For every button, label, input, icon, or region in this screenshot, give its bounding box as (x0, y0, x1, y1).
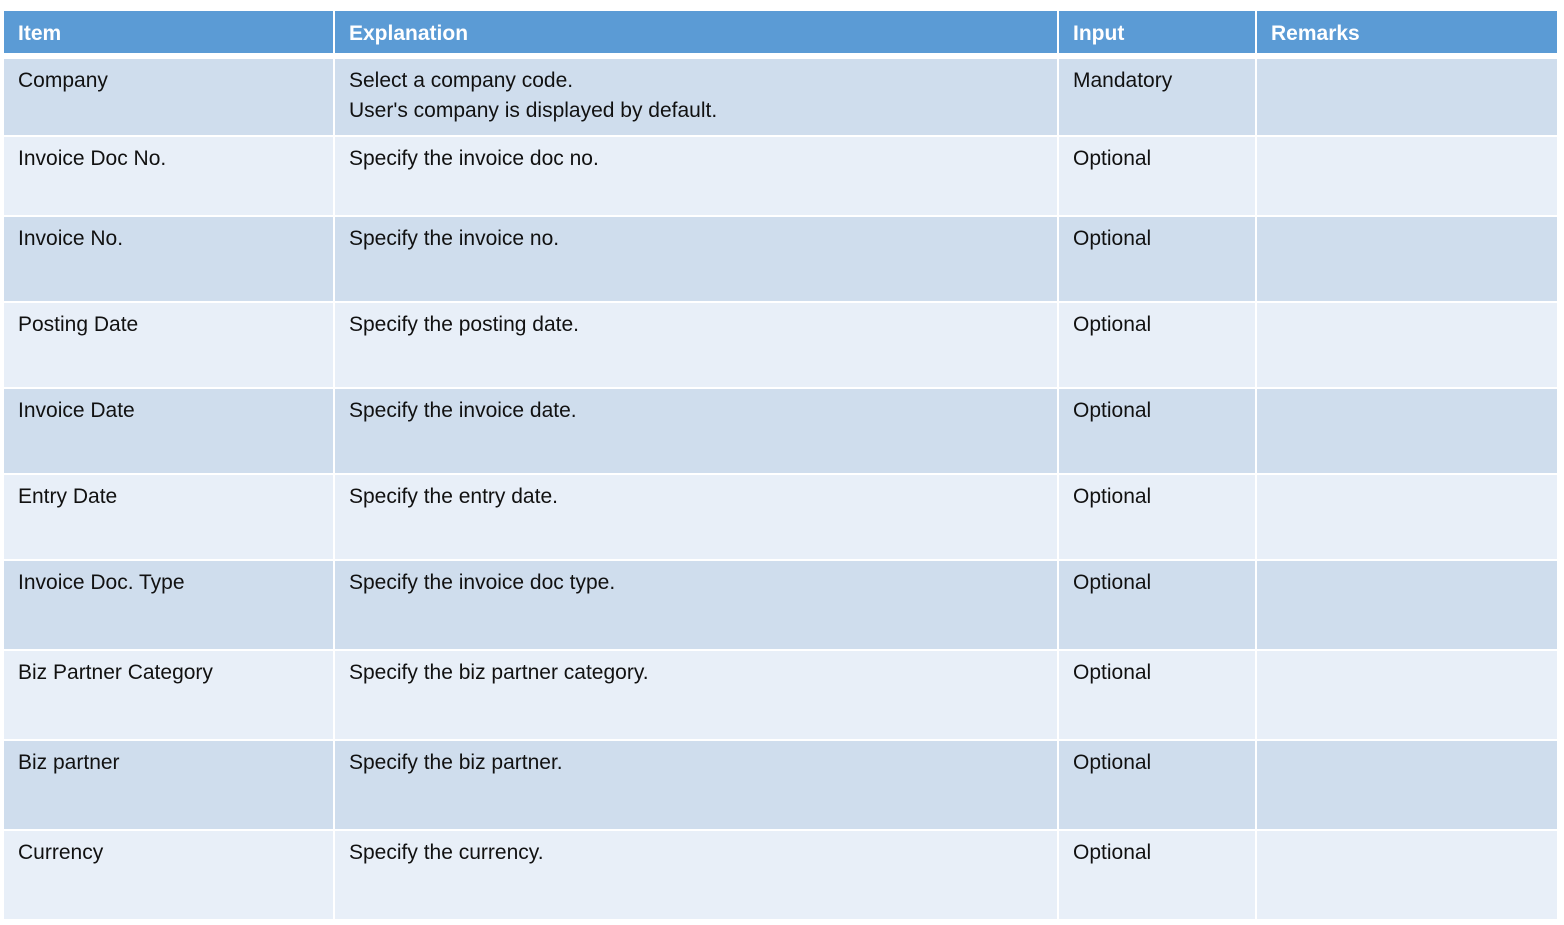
cell-item: Posting Date (3, 302, 334, 388)
cell-remarks (1256, 56, 1558, 136)
cell-remarks (1256, 216, 1558, 302)
table-row (3, 740, 1558, 830)
cell-input: Mandatory (1058, 56, 1256, 136)
cell-input: Optional (1058, 650, 1256, 740)
header-item: Item (3, 10, 334, 56)
cell-item: Invoice Date (3, 388, 334, 474)
cell-item: Entry Date (3, 474, 334, 560)
cell-explanation: Specify the invoice doc no. (334, 136, 1058, 216)
cell-item: Company (3, 56, 334, 136)
cell-explanation: Specify the biz partner. (334, 740, 1058, 830)
cell-explanation: Specify the currency. (334, 830, 1058, 920)
explanation-line: Select a company code. (349, 69, 574, 92)
cell-input: Optional (1058, 302, 1256, 388)
field-definition-table-container (2, 9, 1557, 921)
cell-explanation: Specify the invoice date. (334, 388, 1058, 474)
cell-item: Biz partner (3, 740, 334, 830)
cell-item: Invoice Doc. Type (3, 560, 334, 650)
header-explanation: Explanation (334, 10, 1058, 56)
table-row (3, 56, 1558, 136)
cell-input: Optional (1058, 740, 1256, 830)
header-remarks: Remarks (1256, 10, 1558, 56)
cell-item: Invoice Doc No. (3, 136, 334, 216)
cell-explanation: Specify the posting date. (334, 302, 1058, 388)
cell-explanation: Specify the biz partner category. (334, 650, 1058, 740)
cell-input: Optional (1058, 136, 1256, 216)
table-row (3, 560, 1558, 650)
cell-explanation: Specify the invoice doc type. (334, 560, 1058, 650)
table-row (3, 650, 1558, 740)
cell-explanation: Specify the invoice no. (334, 216, 1058, 302)
cell-remarks (1256, 136, 1558, 216)
table-row (3, 388, 1558, 474)
cell-item: Currency (3, 830, 334, 920)
cell-explanation (334, 56, 1058, 136)
cell-input: Optional (1058, 474, 1256, 560)
cell-explanation: Specify the entry date. (334, 474, 1058, 560)
table-row (3, 136, 1558, 216)
cell-input: Optional (1058, 388, 1256, 474)
table-row (3, 474, 1558, 560)
table-header-row (3, 10, 1558, 56)
cell-remarks (1256, 388, 1558, 474)
cell-input: Optional (1058, 560, 1256, 650)
field-definition-table (2, 9, 1559, 921)
header-input: Input (1058, 10, 1256, 56)
cell-remarks (1256, 650, 1558, 740)
explanation-line: User's company is displayed by default. (349, 99, 718, 122)
table-row (3, 830, 1558, 920)
cell-item: Invoice No. (3, 216, 334, 302)
table-row (3, 302, 1558, 388)
cell-item: Biz Partner Category (3, 650, 334, 740)
cell-remarks (1256, 830, 1558, 920)
cell-remarks (1256, 302, 1558, 388)
cell-input: Optional (1058, 216, 1256, 302)
cell-input: Optional (1058, 830, 1256, 920)
cell-remarks (1256, 740, 1558, 830)
cell-remarks (1256, 474, 1558, 560)
table-row (3, 216, 1558, 302)
cell-remarks (1256, 560, 1558, 650)
